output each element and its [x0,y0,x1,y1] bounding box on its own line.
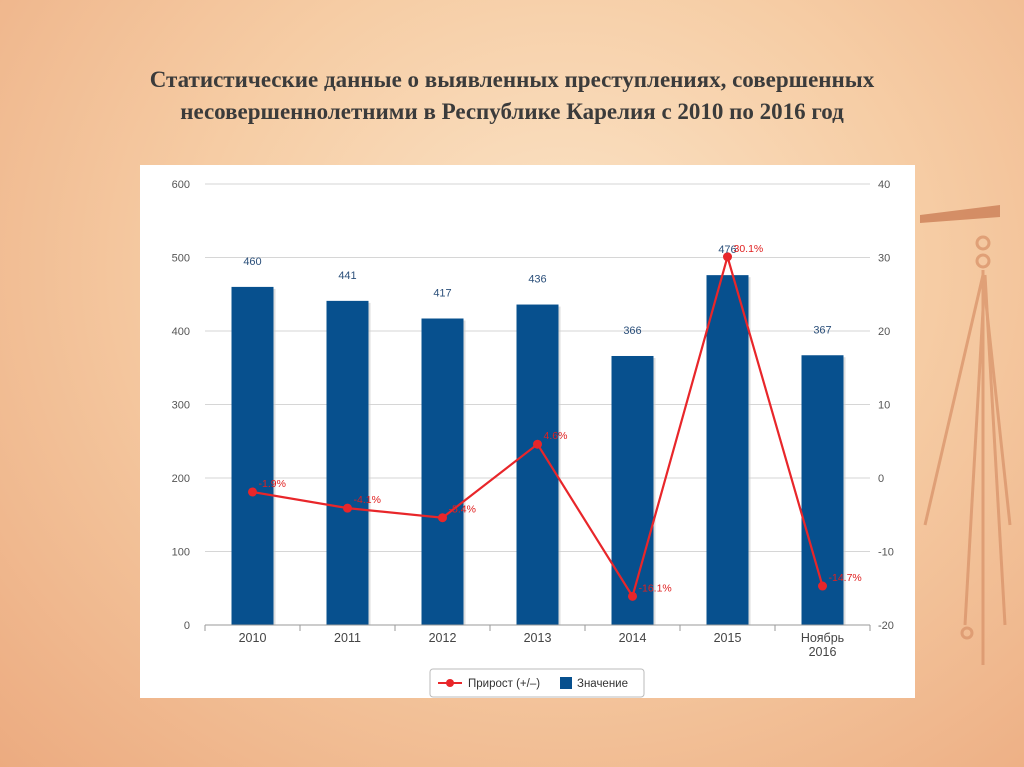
slide-title [30,64,994,128]
bar-data-label: 441 [338,269,357,282]
growth-point [343,504,352,513]
legend [430,669,644,697]
x-tick-label: 2013 [523,631,552,645]
bar [707,275,749,625]
growth-point [628,592,637,601]
combo-chart [140,165,915,698]
bars-layer [232,275,846,625]
y-right-tick-label: -20 [878,620,894,632]
y-right-tick-label: 20 [878,326,891,338]
x-tick-label: Ноябрь [800,631,845,645]
x-tick-label: 2012 [428,631,457,645]
y-left-tick-label: 200 [171,473,190,485]
y-right-tick-label: -10 [878,546,894,559]
growth-data-label: -16.1% [638,582,672,595]
bar [232,287,274,625]
x-tick-label: 2015 [713,631,742,645]
bar-data-label: 417 [433,287,452,300]
y-left-tick-label: 100 [171,546,190,559]
y-right-tick-label: 0 [878,473,885,485]
y-left-tick-label: 600 [171,179,190,191]
x-tick-label-line-2: 2016 [808,645,837,659]
x-tick-label: 2011 [334,631,361,645]
chart-panel [140,165,915,698]
y-left-tick-label: 500 [171,252,190,265]
y-left-tick-label: 300 [171,399,190,412]
y-right-tick-label: 30 [878,252,891,265]
y-right-tick-label: 40 [878,179,891,191]
bar-data-label: 476 [718,244,737,257]
scales-of-justice-decoration [905,195,1024,675]
slide-title-line-1: Статистические данные о выявленных преступлениях, совершенных [149,67,875,92]
bar-data-label: 436 [528,273,547,286]
bar-data-label: 367 [813,324,832,337]
bar [422,319,464,625]
growth-data-label: -4.1% [353,494,381,507]
legend-line-label: Прирост (+/–) [468,678,541,690]
slide-title-line-2: несовершеннолетними в Республике Карелия с 2010 по 2016 год [180,99,844,124]
legend-line-marker [446,679,454,687]
growth-data-label: -14.7% [828,572,862,585]
growth-data-label: -1.9% [258,477,286,490]
legend-bar-swatch [560,677,572,689]
y-left-tick-label: 400 [171,326,190,338]
x-tick-label: 2010 [238,631,267,645]
growth-point [438,513,447,522]
bar [517,305,559,625]
growth-data-label: 30.1% [733,242,764,255]
y-left-tick-label: 0 [183,620,190,632]
bar-data-label: 460 [243,255,262,268]
legend-bar-label: Значение [577,678,628,690]
bar-data-label: 366 [623,324,642,337]
growth-point [533,440,542,449]
bar [327,301,369,625]
growth-point [818,582,827,591]
y-right-tick-label: 10 [878,399,891,412]
growth-data-label: -5.4% [448,503,476,516]
growth-data-label: 4.6% [543,430,568,443]
x-tick-label: 2014 [618,631,647,645]
growth-point [248,487,257,496]
